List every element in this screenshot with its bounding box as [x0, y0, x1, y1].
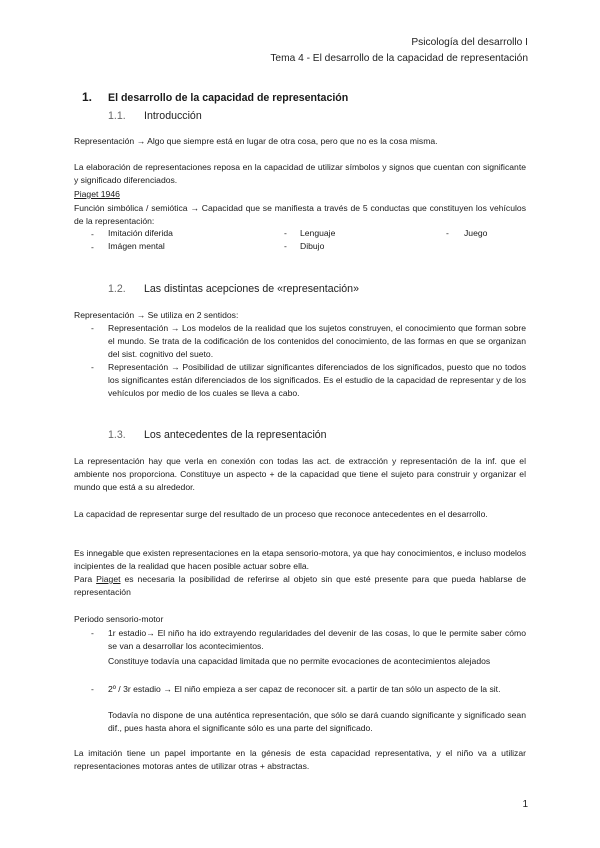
list-item: Imitación diferida: [108, 228, 173, 238]
paragraph: Es innegable que existen representaciones en la etapa sensorio-motora, ya que hay conocimientos, e incluso modelos incipientes de la realidad que hacen posible actuar sobre ella.: [74, 548, 526, 571]
paragraph: Representación → Algo que siempre está en lugar de otra cosa, pero que no es la cosa misma.: [74, 136, 438, 146]
paragraph: La elaboración de representaciones reposa en la capacidad de utilizar símbolos y signos que cuentan con significante y significado diferenciados.: [74, 162, 526, 185]
list-bullet: -: [446, 228, 449, 238]
list-item: Representación → Los modelos de la realidad que los sujetos construyen, el conocimiento que forman sobre el mundo. Se trata de la codificación de los contenidos del conocimiento, de las formas en que se organizan del sist. cognitivo del sueto.: [108, 323, 526, 359]
paragraph: La capacidad de representar surge del resultado de un proceso que reconoce antecedentes en el desarrollo.: [74, 509, 488, 519]
list-item-continuation: Constituye todavía una capacidad limitada que no permite evocaciones de acontecimientos alejados: [108, 656, 491, 666]
paragraph: Representación → Se utiliza en 2 sentidos:: [74, 310, 239, 320]
page-number: 1: [522, 799, 528, 810]
subsection-number: 1.1.: [108, 110, 126, 122]
header-topic: Tema 4 - El desarrollo de la capacidad de representación: [270, 53, 528, 64]
list-bullet: -: [91, 628, 94, 638]
paragraph-title: Periodo sensorio-motor: [74, 614, 164, 624]
list-item: 2º / 3r estadio → El niño empieza a ser capaz de reconocer sit. a partir de tan sólo un aspecto de la sit.: [108, 684, 501, 694]
paragraph: La representación hay que verla en conexión con todas las act. de extracción y representación de la inf. que el ambiente nos proporciona. Constituye un aspecto + de la capacidad que tiene el sujeto para construir y organizar el mundo que está a su alrededor.: [74, 456, 526, 492]
list-item: Lenguaje: [300, 228, 336, 238]
subsection-number: 1.2.: [108, 283, 126, 295]
subsection-title: Introducción: [144, 110, 202, 122]
list-item: Dibujo: [300, 241, 325, 251]
list-item: Juego: [464, 228, 488, 238]
subsection-title: Las distintas acepciones de «representación»: [144, 283, 359, 295]
section-number: 1.: [82, 90, 93, 104]
paragraph: La imitación tiene un papel importante en la génesis de esta capacidad representativa, y el niño va a utilizar representaciones motoras antes de utilizar otras + abstractas.: [74, 748, 526, 771]
list-bullet: -: [284, 241, 287, 251]
header-course: Psicología del desarrollo I: [411, 37, 528, 48]
list-bullet: -: [91, 362, 94, 372]
list-bullet: -: [91, 242, 94, 252]
list-bullet: -: [91, 229, 94, 239]
list-bullet: -: [91, 323, 94, 333]
list-item: 1r estadio→ El niño ha ido extrayendo regularidades del devenir de las cosas, lo que le permite saber cómo se van a desarrollar los acontecimientos.: [108, 628, 526, 651]
list-item-continuation: Todavía no dispone de una auténtica representación, que sólo se dará cuando significante y significado sean dif., pues hasta ahora el significante sólo es una parte del significado.: [108, 710, 526, 733]
paragraph: Para Piaget es necesaria la posibilidad de referirse al objeto sin que esté presente para que pueda hablarse de representación: [74, 574, 526, 597]
list-item: Representación → Posibilidad de utilizar significantes diferenciados de los significados, puesto que no todos los significantes están diferenciados de los significados. Es el estudio de la capacidad de representar y de los vehículos por medio de los cuales se lleva a cabo.: [108, 362, 526, 398]
reference-piaget: Piaget: [96, 574, 121, 584]
list-item: Imágen mental: [108, 241, 165, 251]
subsection-title: Los antecedentes de la representación: [144, 429, 327, 441]
list-bullet: -: [284, 228, 287, 238]
section-title: El desarrollo de la capacidad de representación: [108, 92, 349, 104]
reference-piaget: Piaget 1946: [74, 189, 120, 199]
list-bullet: -: [91, 684, 94, 694]
subsection-number: 1.3.: [108, 429, 126, 441]
paragraph: Función simbólica / semiótica → Capacidad que se manifiesta a través de 5 conductas que constituyen los vehículos de la representación:: [74, 203, 526, 226]
